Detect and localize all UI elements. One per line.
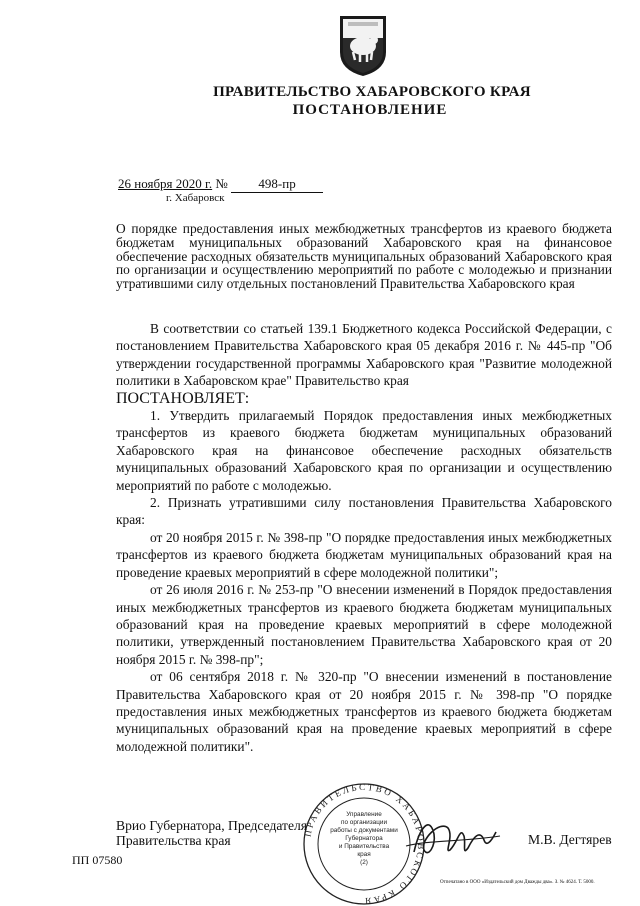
- item-2-paragraph: 2. Признать утратившими силу постановления Правительства Хабаровского края:: [116, 495, 612, 528]
- document-code: ПП 07580: [72, 853, 123, 867]
- position-line-1: Врио Губернатора, Председателя: [116, 818, 308, 833]
- stamp-line-1: Управление: [346, 811, 382, 818]
- preamble-paragraph: В соответствии со статьей 139.1 Бюджетного кодекса Российской Федерации, с постановлением Правительства Хабаровского края 05 декабря 2016 г. № 445-пр "Об утверждении государственной программы Хабаровского края "Развитие молодежной политики в Хабаровском крае" Правительство края: [116, 321, 612, 389]
- signatory-position: [116, 818, 307, 848]
- number-label: №: [215, 176, 228, 191]
- document-body: [116, 320, 612, 755]
- position-line-2: Правительства края: [116, 833, 231, 848]
- item-2c-paragraph: от 06 сентября 2018 г. № 320-пр "О внесении изменений в постановление Правительства Хабаровского края от 20 ноября 2015 г. № 398-пр "О порядке предоставления иных межбюджетных трансфертов из краевого бюджета бюджетам муниципальных образований края на проведение краевых мероприятий в сфере молодежной политики".: [116, 669, 612, 754]
- khabarovsk-coat-of-arms-icon: [334, 12, 392, 78]
- document-city: г. Хабаровск: [166, 192, 225, 204]
- government-title: ПРАВИТЕЛЬСТВО ХАБАРОВСКОГО КРАЯ: [213, 84, 531, 100]
- item-2b-paragraph: от 26 июля 2016 г. № 253-пр "О внесении изменений в Порядок предоставления иных межбюджетных трансфертов из краевого бюджета бюджетам муниципальных образований края на проведение краевых мероприятий в сфере молодежной политики, утвержденный постановлением Правительства Хабаровского края от 20 ноября 2015 г. № 398-пр";: [116, 582, 612, 667]
- stamp-line-5: и Правительства: [338, 843, 390, 850]
- resolves-heading: ПОСТАНОВЛЯЕТ:: [116, 389, 250, 407]
- signatory-name: М.В. Дегтярев: [528, 832, 612, 847]
- document-number: 498-пр: [231, 176, 323, 193]
- handwritten-signature: [400, 806, 510, 866]
- stamp-line-6: края: [357, 851, 371, 858]
- stamp-line-7: (2): [360, 859, 368, 866]
- document-date: 26 ноября 2020 г.: [118, 176, 213, 191]
- item-2a-paragraph: от 20 ноября 2015 г. № 398-пр "О порядке предоставления иных межбюджетных трансфертов из краевого бюджета бюджетам муниципальных образований края на проведение краевых мероприятий в сфере молодежной политики";: [116, 529, 612, 580]
- stamp-line-3: работы с документами: [330, 827, 398, 834]
- stamp-ring-text: ПРАВИТЕЛЬСТВО ХАБАРОВСКОГО КРАЯ: [302, 782, 427, 906]
- date-number-line: [118, 176, 323, 193]
- stamp-line-2: по организации: [340, 819, 388, 826]
- printer-imprint: Отпечатано в ООО «Издательский дом Дважды два». З. № 4624. Т. 5000.: [440, 880, 595, 885]
- document-type: ПОСТАНОВЛЕНИЕ: [292, 102, 448, 118]
- document-subject: О порядке предоставления иных межбюджетных трансфертов из краевого бюджета бюджетам муниципальных образований Хабаровского края на финансовое обеспечение расходных обязательств муниципальных образований Хабаровского края по организации и осуществлению мероприятий по работе с молодежью и признании утратившими силу отдельных постановлений Правительства Хабаровского края: [116, 221, 612, 292]
- stamp-line-4: Губернатора: [345, 835, 383, 842]
- item-1-paragraph: 1. Утвердить прилагаемый Порядок предоставления иных межбюджетных трансфертов из краевого бюджета бюджетам муниципальных образований Хабаровского края на финансовое обеспечение расходных обязательств муниципальных образований Хабаровского края по организации и осуществлению мероприятий по работе с молодежью.: [116, 408, 612, 493]
